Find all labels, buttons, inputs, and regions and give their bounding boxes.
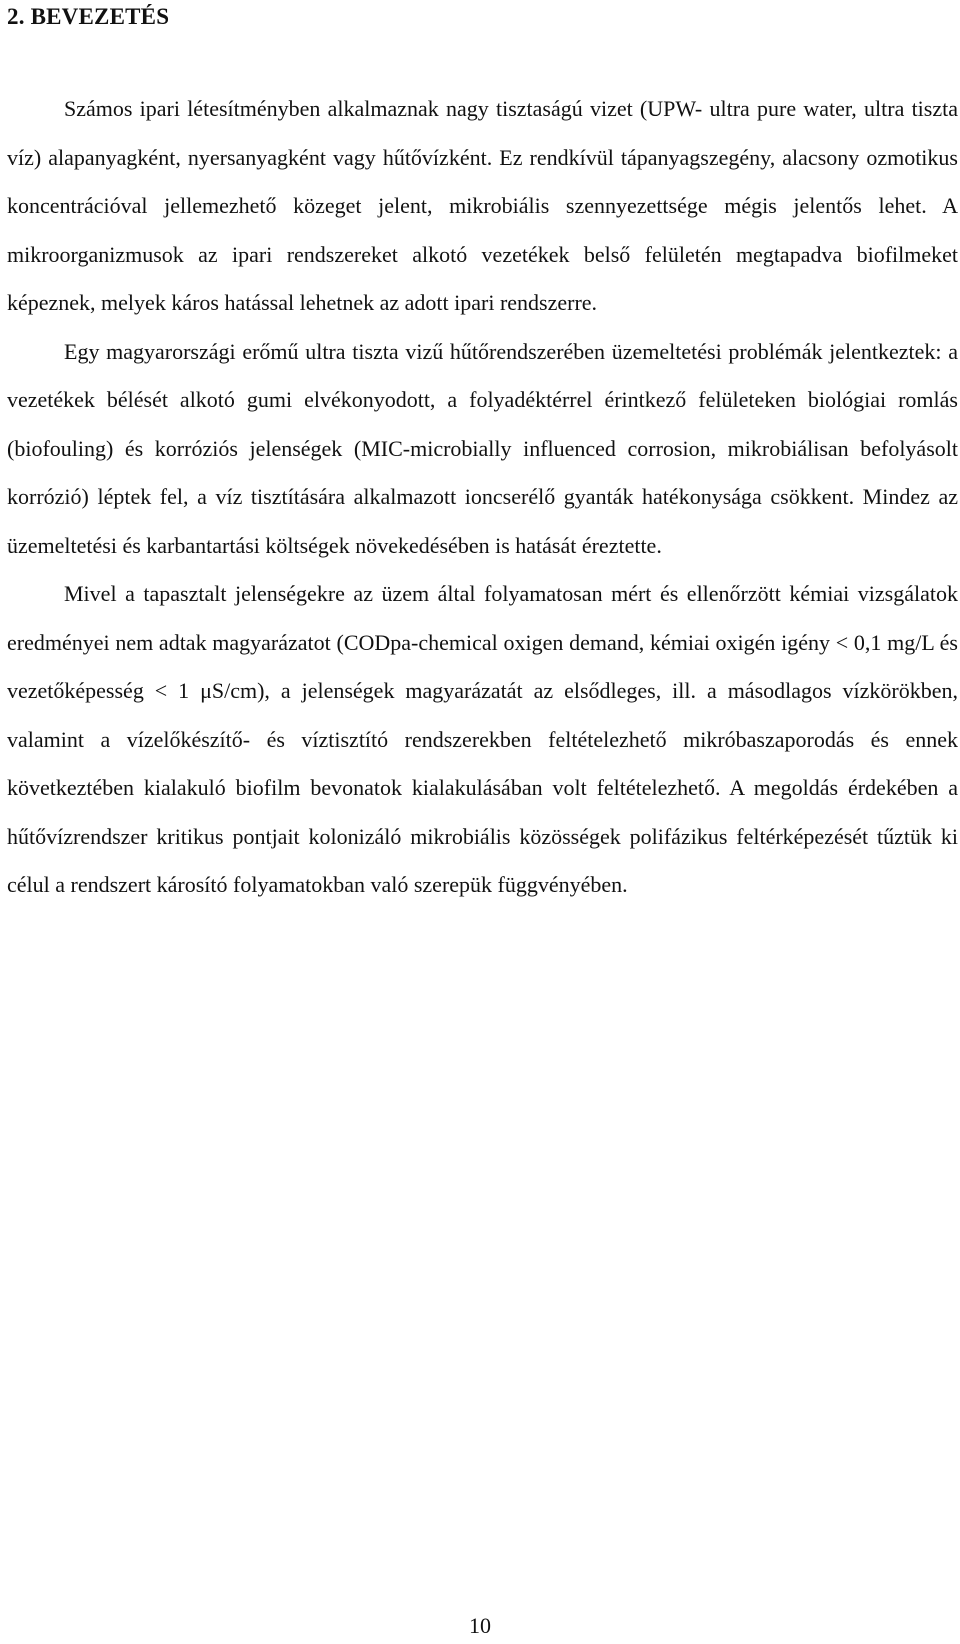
paragraph-aims: Mivel a tapasztalt jelenségekre az üzem által folyamatosan mért és ellenőrzött kémiai vizsgálatok eredményei nem adtak magyarázatot (CODpa-chemical oxigen demand, kémiai oxigén igény < 0,1 mg/L és vezetőképesség < 1 μS/cm), a jelenségek magyarázatát az elsődleges, ill. a másodlagos vízkörökben, valamint a vízelőkészítő- és víztisztító rendszerekben feltételezhető mikróbaszaporodás és ennek következtében kialakuló biofilm bevonatok kialakulásában volt feltételezhető. A megoldás érdekében a hűtővízrendszer kritikus pontjait kolonizáló mikrobiális közösségek polifázikus feltérképezését tűztük ki célul a rendszert károsító folyamatokban való szerepük függvényében. bbox=[7, 581, 958, 897]
page-number: 10 bbox=[469, 1613, 491, 1638]
body-text bbox=[7, 85, 958, 910]
paragraph-problems: Egy magyarországi erőmű ultra tiszta vizű hűtőrendszerében üzemeltetési problémák jelentkeztek: a vezetékek bélését alkotó gumi elvékonyodott, a folyadéktérrel érintkező felületeken biológiai romlás (biofouling) és korróziós jelenségek (MIC-microbially influenced corrosion, mikrobiálisan befolyásolt korrózió) léptek fel, a víz tisztítására alkalmazott ioncserélő gyanták hatékonysága csökkent. Mindez az üzemeltetési és karbantartási költségek növekedésében is hatását éreztette. bbox=[7, 338, 958, 558]
section-heading: 2. BEVEZETÉS bbox=[7, 4, 170, 29]
paragraph-intro: Számos ipari létesítményben alkalmaznak nagy tisztaságú vizet (UPW- ultra pure water, ultra tiszta víz) alapanyagként, nyersanyagként vagy hűtővízként. Ez rendkívül tápanyagszegény, alacsony ozmotikus koncentrációval jellemezhető közeget jelent, mikrobiális szennyezettsége mégis jelentős lehet. A mikroorganizmusok az ipari rendszereket alkotó vezetékek belső felületén megtapadva biofilmeket képeznek, melyek káros hatással lehetnek az adott ipari rendszerre. bbox=[7, 96, 958, 315]
